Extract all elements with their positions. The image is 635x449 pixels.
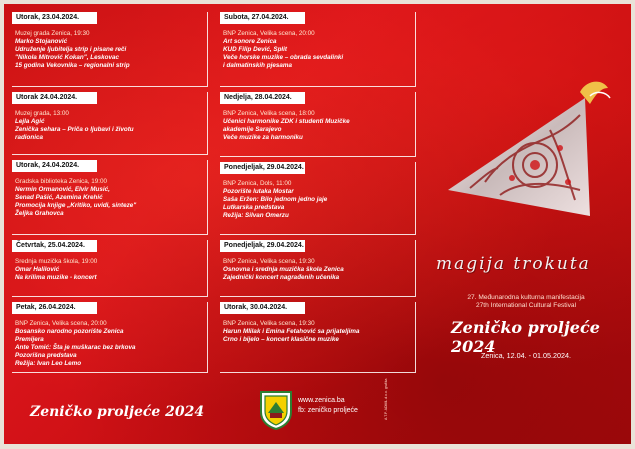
facebook-link[interactable]: fb: zeničko proljeće — [298, 407, 358, 414]
event-description-line: "Nikola Mitrović Kokan", Leskovac — [15, 54, 119, 61]
event-description-line: Promocija knjige „Kritiko, uvidi, sinteze" — [15, 202, 137, 209]
event-description-line: akademije Sarajevo — [223, 126, 282, 133]
event-venue-time: Muzej grada Zenica, 19:30 — [15, 30, 90, 37]
event-description-line: KUD Filip Dević, Split — [223, 46, 288, 53]
event-description-line: Na krilima muzike - koncert — [15, 274, 97, 281]
vertical-print-credit: A.T.P. ADMIL d.o.o. grafika — [384, 378, 388, 420]
event-details — [223, 30, 413, 70]
event-description-line: Učenici harmonike ZDK i studenti Muzičke — [223, 118, 350, 125]
event-details — [223, 320, 413, 344]
cover-dates: Zenica, 12.04. - 01.05.2024. — [481, 351, 571, 360]
event-description-line: i dalmatinskih pjesama — [223, 62, 292, 69]
event-description-line: Senad Pašić, Azemina Krehić — [15, 194, 103, 201]
event-description-line: Crno i bijelo – koncert klasične muzike — [223, 336, 339, 343]
cover-subtitle-local: 27. Međunarodna kulturna manifestacija — [467, 294, 585, 301]
event-description-line: Saša Eržen: Bilo jednom jedno jaje — [223, 196, 328, 203]
event-description-line: Omar Halilović — [15, 266, 60, 273]
event-description-line: Željka Grahovca — [15, 210, 64, 217]
event-date-header: Ponedjeljak, 29.04.2024. — [220, 162, 305, 174]
event-description-line: Zajednički koncert nagrađenih učenika — [223, 274, 340, 281]
event-venue-time: Srednja muzička škola, 19:00 — [15, 258, 98, 265]
event-details — [15, 110, 205, 142]
event-description-line: Art sonore Zenica — [223, 38, 277, 45]
cover-subtitle-english: 27th International Cultural Festival — [475, 302, 577, 309]
event-description-line: Veče muzike za harmoniku — [223, 134, 303, 141]
event-description-line: Premijera — [15, 336, 44, 343]
city-crest-logo — [259, 390, 293, 430]
event-venue-time: BNP Zenica, Dols, 11:00 — [223, 180, 292, 187]
cover-title: Zeničko proljeće 2024 — [451, 318, 600, 356]
event-date-header: Petak, 26.04.2024. — [12, 302, 97, 314]
ornamental-triangle-artwork — [440, 70, 620, 230]
event-description-line: Zenička sehara – Priča o ljubavi i životu — [15, 126, 134, 133]
event-venue-time: BNP Zenica, Velika scena, 18:00 — [223, 110, 315, 117]
event-description-line: Režija: Silvan Omerzu — [223, 212, 289, 219]
event-description-line: Lutkarska predstava — [223, 204, 285, 211]
event-description-line: Veče horske muzike – obrada sevdalinki — [223, 54, 344, 61]
event-venue-time: BNP Zenica, Velika scena, 20:00 — [15, 320, 107, 327]
event-description-line: Udruženje ljubitelja strip i pisane reči — [15, 46, 127, 53]
top-paper-edge — [0, 0, 635, 4]
event-date-header: Utorak, 23.04.2024. — [12, 12, 97, 24]
event-venue-time: BNP Zenica, Velika scena, 20:00 — [223, 30, 315, 37]
event-venue-time: BNP Zenica, Velika scena, 19:30 — [223, 320, 315, 327]
event-description-line: Harun Mlilak i Emina Fetahović sa prijateljima — [223, 328, 360, 335]
event-description-line: radionica — [15, 134, 43, 141]
event-details — [15, 178, 205, 218]
event-venue-time: Gradska biblioteka Zenica, 19:00 — [15, 178, 108, 185]
event-description-line: Lejla Agić — [15, 118, 45, 125]
event-description-line: Nermin Ormanović, Elvir Musić, — [15, 186, 110, 193]
bottom-paper-edge — [0, 444, 635, 449]
website-link[interactable]: www.zenica.ba — [298, 397, 345, 404]
event-date-header: Utorak, 30.04.2024. — [220, 302, 305, 314]
event-venue-time: Muzej grada, 13:00 — [15, 110, 69, 117]
left-paper-edge — [0, 0, 4, 449]
event-description-line: Ante Tomić: Šta je muškarac bez brkova — [15, 344, 136, 351]
event-date-header: Nedjelja, 28.04.2024. — [220, 92, 305, 104]
cover-logo-text: magija trokuta — [436, 254, 591, 274]
event-date-header: Četvrtak, 25.04.2024. — [12, 240, 97, 252]
left-footer-title: Zeničko proljeće 2024 — [30, 404, 205, 420]
event-description-line: Pozorište lutaka Mostar — [223, 188, 294, 195]
event-details — [15, 258, 205, 282]
event-description-line: Osnovna i srednja muzička škola Zenica — [223, 266, 344, 273]
event-date-header: Ponedjeljak, 29.04.2024. — [220, 240, 305, 252]
event-description-line: 15 godina Vekovnika – regionalni strip — [15, 62, 130, 69]
event-venue-time: BNP Zenica, Velika scena, 19:30 — [223, 258, 315, 265]
event-details — [223, 180, 413, 220]
event-description-line: Bosansko narodno pozorište Zenica — [15, 328, 124, 335]
event-date-header: Subota, 27.04.2024. — [220, 12, 305, 24]
right-paper-edge — [631, 0, 635, 449]
event-description-line: Marko Stojanović — [15, 38, 68, 45]
event-details — [15, 320, 205, 368]
event-date-header: Utorak, 24.04.2024. — [12, 160, 97, 172]
event-details — [223, 258, 413, 282]
event-details — [223, 110, 413, 142]
event-details — [15, 30, 205, 70]
event-description-line: Pozorišna predstava — [15, 352, 77, 359]
event-date-header: Utorak 24.04.2024. — [12, 92, 97, 104]
event-description-line: Režija: Ivan Leo Lemo — [15, 360, 82, 367]
